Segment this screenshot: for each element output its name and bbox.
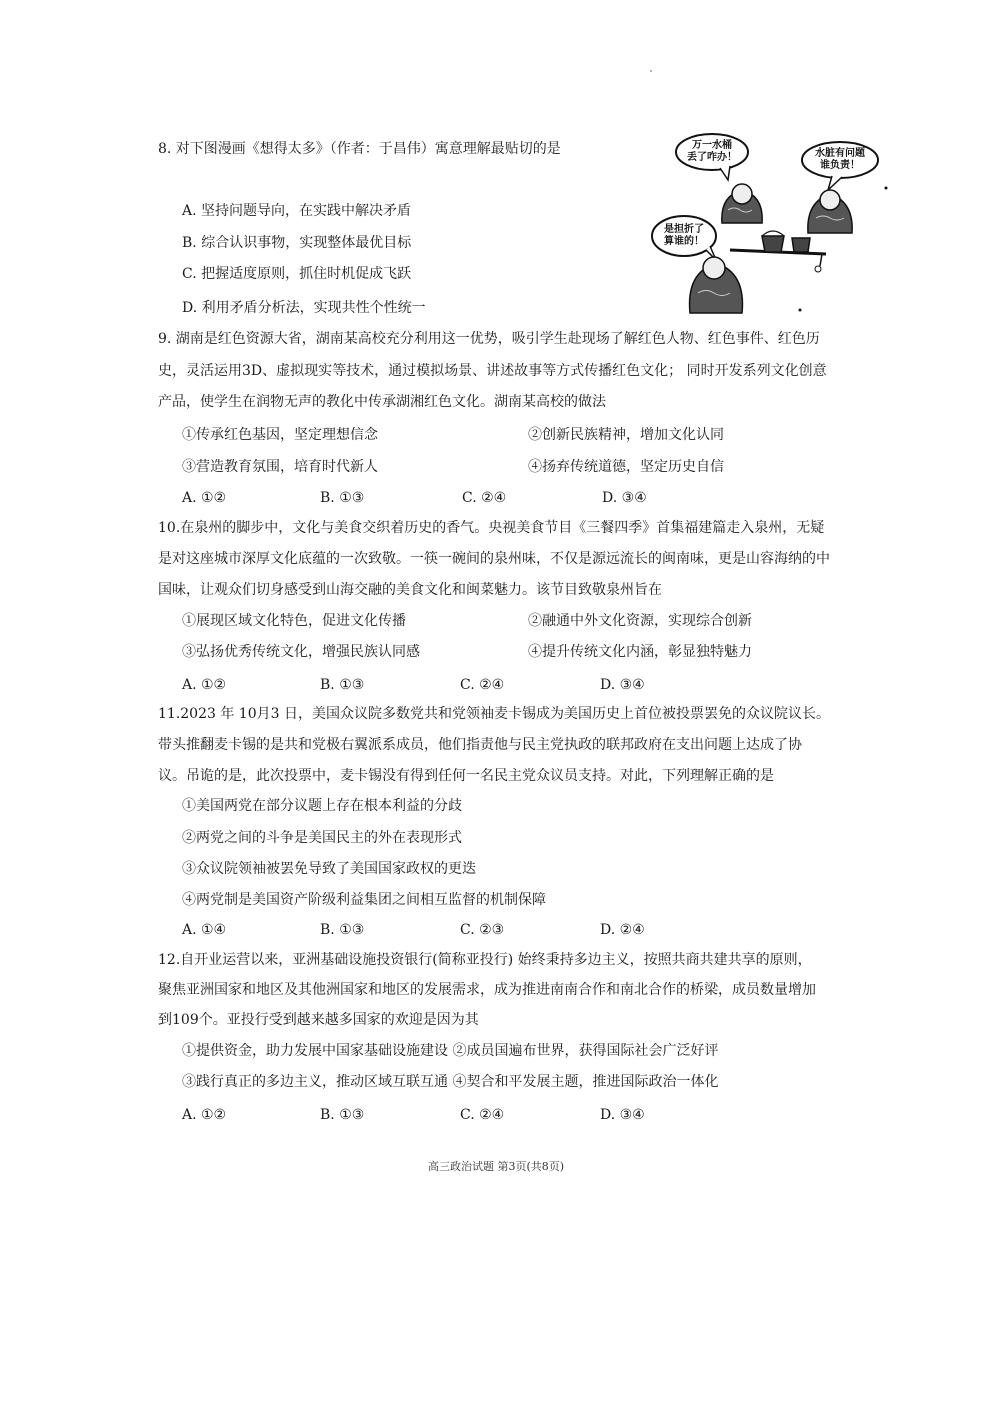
bubble-right-line1: 水脏有问题 <box>815 148 865 159</box>
bubble-top-line1: 万一水桶 <box>692 140 732 151</box>
q10-item-1: ①展现区域文化特色，促进文化传播 <box>182 613 406 629</box>
q11-answer-a: A. ①④ <box>182 922 227 938</box>
q12-answer-a: A. ①② <box>182 1107 227 1123</box>
q10-answer-d: D. ③④ <box>600 677 645 693</box>
scan-speck <box>650 70 652 72</box>
q8-stem: 8. 对下图漫画《想得太多》（作者：于昌伟）寓意理解最贴切的是 <box>158 141 561 157</box>
q10-answer-c: C. ②④ <box>460 677 505 693</box>
q8-option-d: D. 利用矛盾分析法，实现共性个性统一 <box>182 300 426 316</box>
q10-line-1: 10.在泉州的脚步中，文化与美食交织着历史的香气。央视美食节目《三餐四季》首集福建篇走入泉州，无疑 <box>158 520 825 536</box>
q12-answer-c: C. ②④ <box>460 1107 505 1123</box>
q9-answer-c: C. ②④ <box>462 490 507 506</box>
bucket-icon-2 <box>792 238 810 252</box>
q12-line-2: 聚焦亚洲国家和地区及其他洲国家和地区的发展需求，成为推进南南合作和南北合作的桥梁，成员数量增加 <box>158 982 816 998</box>
q11-answer-d: D. ②④ <box>600 922 645 938</box>
q8-option-c: C. 把握适度原则，抓住时机促成飞跃 <box>182 266 412 282</box>
bubble-left-line2: 算谁的！ <box>664 236 704 247</box>
bubble-left-line1: 是担折了 <box>664 224 704 235</box>
bucket-icon <box>762 231 784 252</box>
speech-bubble-top <box>676 134 748 180</box>
q9-line-3: 产品，使学生在润物无声的教化中传承湖湘红色文化。湖南某高校的做法 <box>158 394 606 410</box>
q9-item-2: ②创新民族精神，增加文化认同 <box>528 427 724 443</box>
q10-line-2: 是对这座城市深厚文化底蕴的一次致敬。一筷一碗间的泉州味，不仅是源远流长的闽南味，更是山容海纳的中 <box>158 551 830 567</box>
figure-right <box>808 190 852 233</box>
speech-bubble-right <box>802 142 878 190</box>
figure-bottom <box>690 257 743 313</box>
q11-answer-c: C. ②③ <box>460 922 505 938</box>
page-footer: 高三政治试题 第3页(共8页) <box>427 1160 565 1173</box>
q12-item-row-1: ①提供资金，助力发展中国家基础设施建设 ②成员国遍布世界，获得国际社会广泛好评 <box>182 1043 719 1059</box>
q9-line-2: 史，灵活运用3D、虚拟现实等技术，通过模拟场景、讲述故事等方式传播红色文化； 同时开发系列文化创意 <box>158 363 827 379</box>
q8-option-b: B. 综合认识事物，实现整体最优目标 <box>182 235 412 251</box>
q10-item-3: ③弘扬优秀传统文化，增强民族认同感 <box>182 644 420 660</box>
speech-bubble-left <box>652 216 716 260</box>
cartoon-thinking-too-much <box>650 128 890 318</box>
q10-item-2: ②融通中外文化资源，实现综合创新 <box>528 613 752 629</box>
q9-answer-d: D. ③④ <box>602 490 647 506</box>
carrying-pole-icon <box>730 250 826 272</box>
q9-item-4: ④扬弃传统道德，坚定历史自信 <box>528 459 724 475</box>
q9-line-1: 9. 湖南是红色资源大省，湖南某高校充分利用这一优势，吸引学生赴现场了解红色人物、红色事件、红色历 <box>158 331 820 347</box>
q11-item-3: ③众议院领袖被罢免导致了美国国家政权的更迭 <box>182 861 476 877</box>
q10-answer-a: A. ①② <box>182 677 227 693</box>
q11-item-4: ④两党制是美国资产阶级利益集团之间相互监督的机制保障 <box>182 892 546 908</box>
q12-line-1: 12.自开业运营以来，亚洲基础设施投资银行(简称亚投行) 始终秉持多边主义，按照共商共建共享的原则， <box>158 952 812 968</box>
q11-answer-b: B. ①③ <box>320 922 365 938</box>
q9-answer-b: B. ①③ <box>320 490 365 506</box>
q12-line-3: 到109个。亚投行受到越来越多国家的欢迎是因为其 <box>158 1012 479 1028</box>
q11-line-1: 11.2023 年 10月3 日，美国众议院多数党共和党领袖麦卡锡成为美国历史上首位被投票罢免的众议院议长。 <box>158 706 830 722</box>
q9-item-1: ①传承红色基因，坚定理想信念 <box>182 427 378 443</box>
q10-line-3: 国味，让观众们切身感受到山海交融的美食文化和闽菜魅力。该节目致敬泉州旨在 <box>158 582 662 598</box>
q8-option-a: A. 坚持问题导向，在实践中解决矛盾 <box>182 203 412 219</box>
q11-item-2: ②两党之间的斗争是美国民主的外在表现形式 <box>182 830 462 846</box>
q12-answer-d: D. ③④ <box>600 1107 645 1123</box>
q9-answer-a: A. ①② <box>182 490 227 506</box>
q11-item-1: ①美国两党在部分议题上存在根本利益的分歧 <box>182 798 462 814</box>
q12-item-row-2: ③践行真正的多边主义，推动区域互联互通 ④契合和平发展主题，推进国际政治一体化 <box>182 1074 719 1090</box>
q11-line-3: 议。吊诡的是，此次投票中，麦卡锡没有得到任何一名民主党众议员支持。对此，下列理解正确的是 <box>158 768 774 784</box>
figure-top <box>722 184 762 223</box>
q10-answer-b: B. ①③ <box>320 677 365 693</box>
q12-answer-b: B. ①③ <box>320 1107 365 1123</box>
q11-line-2: 带头推翻麦卡锡的是共和党极右翼派系成员，他们指责他与民主党执政的联邦政府在支出问题上达成了协 <box>158 737 802 753</box>
q9-item-3: ③营造教育氛围，培育时代新人 <box>182 459 378 475</box>
bubble-top-line2: 丢了咋办！ <box>687 152 737 163</box>
bubble-right-line2: 谁负责！ <box>820 160 860 171</box>
q10-item-4: ④提升传统文化内涵，彰显独特魅力 <box>528 644 752 660</box>
